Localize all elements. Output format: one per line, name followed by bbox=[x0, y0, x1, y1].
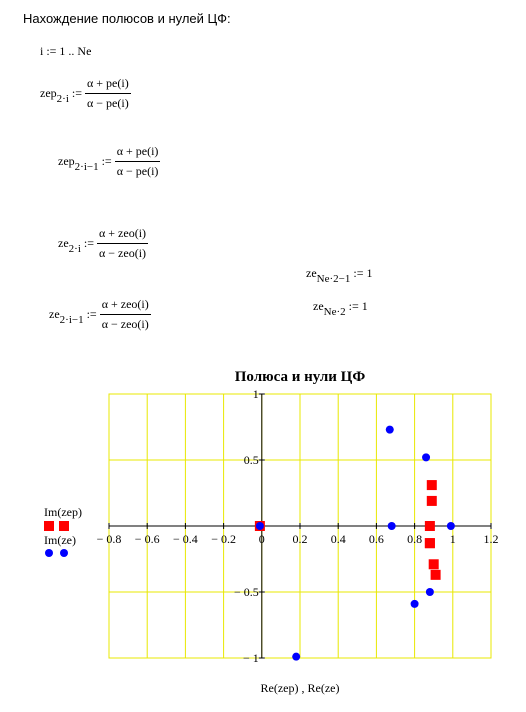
ze-zero-marker bbox=[422, 453, 430, 461]
x-tick-label: − 0.4 bbox=[173, 532, 198, 546]
x-tick-label: 0.6 bbox=[368, 532, 384, 546]
zep-pole-marker bbox=[425, 538, 435, 548]
equation-ze-last-odd: zeNe·2−1 := 1 bbox=[306, 266, 373, 285]
grid-border bbox=[109, 394, 491, 658]
section-heading: Нахождение полюсов и нулей ЦФ: bbox=[23, 11, 231, 26]
equation-ze-odd: ze2·i−1 := $\frac{\text{α + zeo(i)}}{\text{α − zeo(i)}}$ bbox=[49, 297, 149, 331]
y-tick-label: − 0.5 bbox=[234, 585, 259, 599]
ze-zero-marker bbox=[256, 522, 264, 530]
zep-pole-marker bbox=[425, 538, 435, 548]
zep-pole-marker bbox=[429, 559, 439, 569]
y-tick-label: 0.5 bbox=[243, 453, 259, 467]
zep-pole-marker bbox=[427, 496, 437, 506]
ze-zero-marker bbox=[447, 522, 455, 530]
ze-zero-marker bbox=[388, 522, 396, 530]
chart-grid bbox=[109, 394, 491, 658]
chart-marks bbox=[255, 426, 455, 661]
chart-tick-labels bbox=[97, 387, 499, 665]
x-tick-label: 1 bbox=[449, 532, 456, 546]
ze-zero-marker bbox=[386, 426, 394, 434]
range-definition: i := 1 .. Ne bbox=[40, 44, 92, 58]
chart-title: Полюса и нули ЦФ bbox=[234, 369, 366, 385]
y-tick-label: − 1 bbox=[243, 651, 259, 665]
ze-zero-marker bbox=[426, 588, 434, 596]
x-tick-label: − 0.6 bbox=[134, 532, 160, 546]
zep-pole-marker bbox=[431, 570, 441, 580]
x-tick-label: 0.4 bbox=[330, 532, 346, 546]
x-tick-label: 0 bbox=[258, 532, 265, 546]
zep-pole-marker bbox=[425, 521, 435, 531]
equation-zep-even: zep2·i := $\frac{\alpha + pe(i)}{\alpha - pe(i)}$ bbox=[40, 76, 129, 110]
ze-zero-marker bbox=[411, 600, 419, 608]
x-tick-label: 0.2 bbox=[292, 532, 308, 546]
x-axis-label: Re(zep) , Re(ze) bbox=[260, 681, 340, 695]
x-tick-label: 0.8 bbox=[407, 532, 423, 546]
ze-zero-marker bbox=[292, 653, 300, 661]
legend-marker-ze bbox=[44, 546, 74, 564]
zep-pole-marker bbox=[427, 480, 437, 490]
x-tick-label: 1.2 bbox=[483, 532, 499, 546]
equation-ze-last-even: zeNe·2 := 1 bbox=[313, 299, 368, 318]
y-tick-label: 1 bbox=[252, 387, 259, 401]
chart-axes bbox=[109, 394, 491, 658]
legend-label-zep: Im(zep) bbox=[44, 505, 82, 519]
equation-ze-even: ze2·i := $\frac{\text{α + zeo(i)}}{\text{α − zeo(i)}}$ bbox=[58, 226, 147, 260]
zep-pole-marker bbox=[255, 521, 265, 531]
equation-zep-odd: zep2·i−1 := $\frac{\alpha + pe(i)}{\alpha - pe(i)}$ bbox=[58, 144, 159, 178]
x-tick-label: − 0.8 bbox=[96, 532, 122, 546]
x-tick-label: − 0.2 bbox=[211, 532, 236, 546]
legend-label-ze: Im(ze) bbox=[44, 533, 76, 547]
